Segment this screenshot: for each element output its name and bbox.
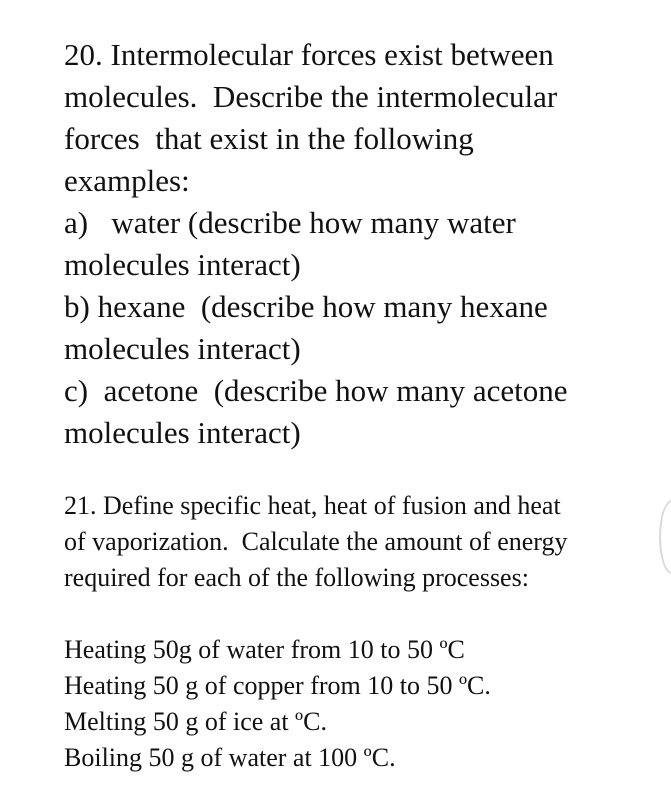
question-20-item-b: b) hexane (describe how many hexane <box>64 289 548 324</box>
question-20-item-a-cont: molecules interact) <box>64 247 301 282</box>
process-item: Melting 50 g of ice at ºC. <box>64 707 327 736</box>
question-20-item-c: c) acetone (describe how many acetone <box>64 373 568 408</box>
question-20-item-c-cont: molecules interact) <box>64 415 301 450</box>
question-21-intro-line: 21. Define specific heat, heat of fusion and heat <box>64 491 561 520</box>
question-21 <box>64 488 664 776</box>
question-20-line: molecules. Describe the intermolecular <box>64 79 558 114</box>
spacer <box>64 596 664 632</box>
process-item: Heating 50 g of copper from 10 to 50 ºC. <box>64 671 491 700</box>
process-item: Heating 50g of water from 10 to 50 ºC <box>64 635 465 664</box>
process-item: Boiling 50 g of water at 100 ºC. <box>64 743 396 772</box>
question-20-item-a: a) water (describe how many water <box>64 205 516 240</box>
question-20-line: examples: <box>64 163 190 198</box>
question-21-intro-line: of vaporization. Calculate the amount of energy <box>64 527 568 556</box>
question-20-line: forces that exist in the following <box>64 121 474 156</box>
question-21-intro-line: required for each of the following processes: <box>64 563 529 592</box>
question-20-line: 20. Intermolecular forces exist between <box>64 37 554 72</box>
question-20 <box>64 34 664 454</box>
question-20-item-b-cont: molecules interact) <box>64 331 301 366</box>
